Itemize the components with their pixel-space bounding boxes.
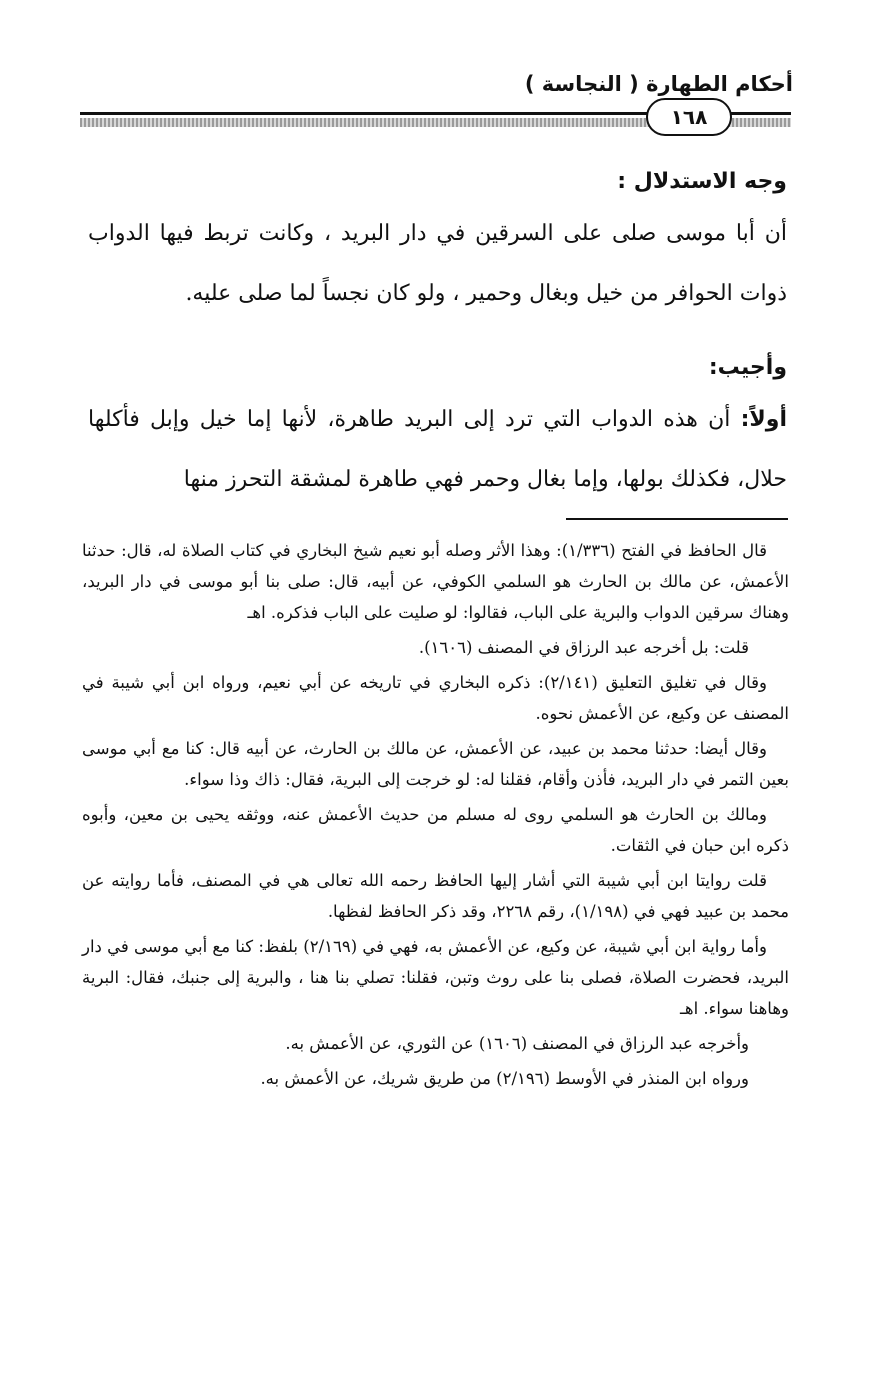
section-heading-response: وأجيب: bbox=[708, 355, 787, 380]
footnotes bbox=[82, 535, 789, 1098]
footnote-paragraph: قال الحافظ في الفتح (١/٣٣٦): وهذا الأثر وصله أبو نعيم شيخ البخاري في كتاب الصلاة له، قال: حدثنا الأعمش، عن مالك بن الحارث هو السلمي الكوفي، عن أبيه، قال: صلى بنا أبو موسى في دار البريد، وهناك سرقين الدواب والبرية على الباب، فقالوا: لو صليت على الباب فذكره. اهـ bbox=[82, 541, 789, 622]
paragraph-response bbox=[88, 390, 787, 510]
footnote-paragraph: ومالك بن الحارث هو السلمي روى له مسلم من حديث الأعمش عنه، ووثقه يحيى بن معين، وأبوه ذكره ابن حبان في الثقات. bbox=[82, 805, 789, 855]
running-header-title: أحكام الطهارة ( النجاسة ) bbox=[524, 72, 793, 96]
paragraph-lead: أولاً: bbox=[740, 407, 787, 432]
paragraph-argument: أن أبا موسى صلى على السرقين في دار البريد ، وكانت تربط فيها الدواب ذوات الحوافر من خيل وبغال وحمير ، ولو كان نجساً لما صلى عليه. bbox=[88, 221, 787, 306]
paragraph-response-text: أن هذه الدواب التي ترد إلى البريد طاهرة، لأنها إما خيل وإبل فأكلها حلال، فكذلك بولها، وإما بغال وحمر فهي طاهرة لمشقة التحرز منها bbox=[88, 407, 787, 492]
footnote-paragraph: وقال في تغليق التعليق (٢/١٤١): ذكره البخاري في تاريخه عن أبي نعيم، ورواه ابن أبي شيبة في المصنف عن وكيع، عن الأعمش نحوه. bbox=[82, 673, 789, 723]
footnote-separator bbox=[566, 518, 788, 520]
footnote-paragraph: قلت: بل أخرجه عبد الرزاق في المصنف (١٦٠٦). bbox=[418, 638, 749, 657]
footnote-paragraph: ورواه ابن المنذر في الأوسط (٢/١٩٦) من طريق شريك، عن الأعمش به. bbox=[260, 1069, 749, 1088]
footnote-paragraph: وأخرجه عبد الرزاق في المصنف (١٦٠٦) عن الثوري، عن الأعمش به. bbox=[285, 1034, 749, 1053]
page-number-badge bbox=[646, 98, 732, 136]
footnote-paragraph: وأما رواية ابن أبي شيبة، عن وكيع، عن الأعمش به، فهي في (٢/١٦٩) بلفظ: كنا مع أبي موسى في دار البريد، فحضرت الصلاة، فصلى بنا على روث وتبن، فقلنا: تصلي بنا هنا ، والبرية إلى جنبك، فقال: البرية وهاهنا سواء. اهـ bbox=[82, 937, 789, 1018]
footnote-paragraph: وقال أيضا: حدثنا محمد بن عبيد، عن الأعمش، عن مالك بن الحارث، عن أبيه قال: كنا مع أبي موسى بعين التمر في دار البريد، فأذن وأقام، فقلنا له: لو خرجت إلى البرية، فقال: ذاك وذا سواء. bbox=[82, 739, 789, 789]
main-text bbox=[88, 160, 787, 510]
page-number: ١٦٨ bbox=[670, 105, 708, 129]
footnote-paragraph: قلت روايتا ابن أبي شيبة التي أشار إليها الحافظ رحمه الله تعالى هي في المصنف، فأما روايته عن محمد بن عبيد فهي في (١/١٩٨)، رقم ٢٢٦٨، وقد ذكر الحافظ لفظها. bbox=[82, 871, 789, 921]
section-heading-argument: وجه الاستدلال : bbox=[617, 169, 787, 194]
